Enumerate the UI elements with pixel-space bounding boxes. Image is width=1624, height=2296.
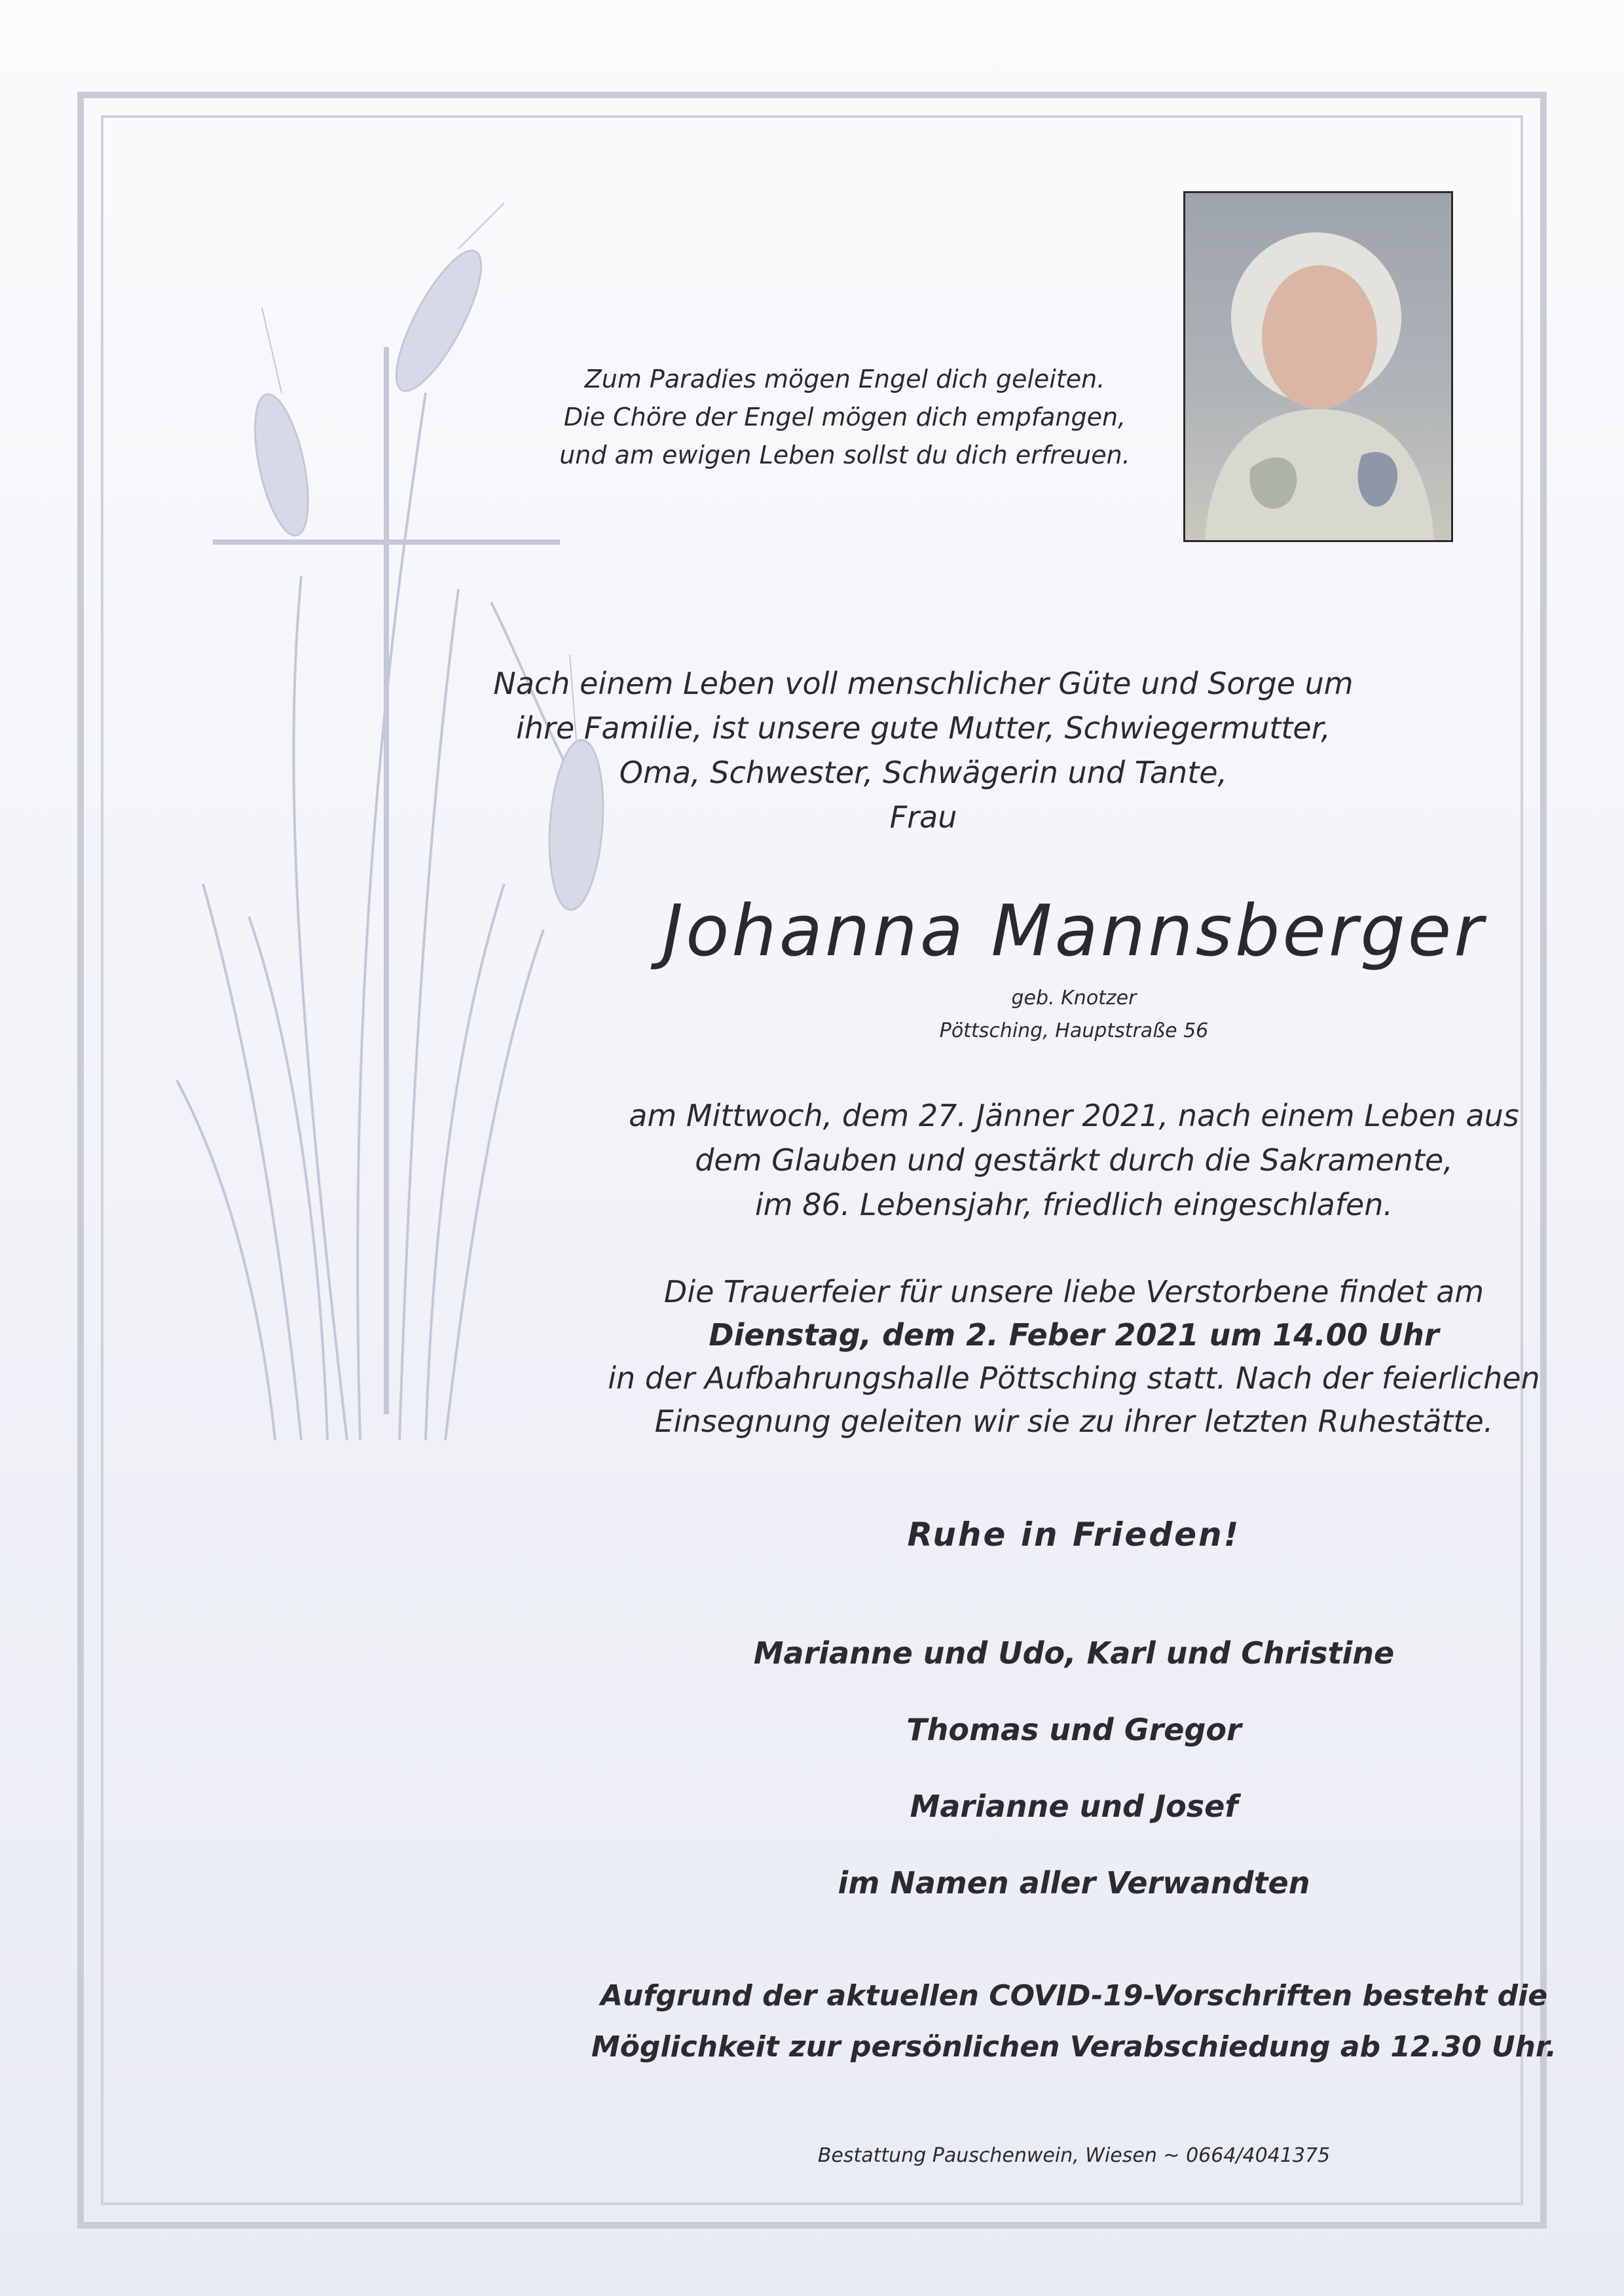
funeral-notice <box>485 1270 1624 1443</box>
family-entry: im Namen aller Verwandten <box>838 1865 1310 1901</box>
deceased-details <box>589 982 1559 1048</box>
portrait-clothing <box>1205 409 1434 540</box>
wheat-head <box>245 390 318 539</box>
verse-line: Zum Paradies mögen Engel dich geleiten. <box>584 365 1105 393</box>
wheat-head <box>381 240 496 401</box>
covid-line: Möglichkeit zur persönlichen Verabschiedung ab 12.30 Uhr. <box>591 2030 1557 2064</box>
verse-line: Die Chöre der Engel mögen dich empfangen, <box>563 403 1126 431</box>
intro-text <box>399 661 1447 839</box>
wheat-awn <box>458 203 504 249</box>
verse <box>550 360 1139 474</box>
funeral-line: Einsegnung geleiten wir sie zu ihrer letzten Ruhestätte. <box>654 1404 1494 1439</box>
wheat-stem <box>249 917 327 1440</box>
intro-line: Nach einem Leben voll menschlicher Güte und Sorge um <box>493 666 1354 701</box>
funeral-date-time: Dienstag, dem 2. Feber 2021 um 14.00 Uhr <box>709 1317 1439 1353</box>
family-entry: Marianne und Josef <box>910 1789 1238 1824</box>
covid-line: Aufgrund der aktuellen COVID-19-Vorschriften besteht die <box>600 1979 1548 2013</box>
wheat-stem <box>203 884 301 1440</box>
death-line: am Mittwoch, dem 27. Jänner 2021, nach einem Leben aus <box>629 1098 1519 1133</box>
wheat-stem <box>358 393 426 1440</box>
death-line: dem Glauben und gestärkt durch die Sakramente, <box>695 1142 1453 1178</box>
closing-phrase: Ruhe in Frieden! <box>907 1516 1241 1554</box>
funeral-line: Die Trauerfeier für unsere liebe Verstorbene findet am <box>663 1274 1485 1309</box>
portrait-face <box>1262 265 1377 409</box>
address: Pöttsching, Hauptstraße 56 <box>939 1019 1209 1042</box>
wheat-awn <box>262 308 282 393</box>
family-list <box>589 1630 1559 1937</box>
deceased-name: Johanna Mannsberger <box>662 890 1486 972</box>
intro-line: ihre Familie, ist unsere gute Mutter, Schwiegermutter, <box>516 710 1331 746</box>
family-entry: Marianne und Udo, Karl und Christine <box>753 1635 1395 1671</box>
intro-line: Frau <box>889 799 957 835</box>
death-notice <box>485 1093 1624 1227</box>
intro-line: Oma, Schwester, Schwägerin und Tante, <box>619 755 1228 790</box>
covid-notice <box>485 1971 1624 2073</box>
funeral-line: in der Aufbahrungshalle Pöttsching statt. Nach der feierlichen <box>608 1360 1540 1396</box>
verse-line: und am ewigen Leben sollst du dich erfreuen. <box>559 441 1130 469</box>
portrait-photo <box>1183 191 1453 542</box>
birth-name: geb. Knotzer <box>1011 987 1137 1010</box>
funeral-home-footer: Bestattung Pauschenwein, Wiesen ~ 0664/4041375 <box>817 2144 1331 2167</box>
death-line: im 86. Lebensjahr, friedlich eingeschlafen. <box>755 1187 1393 1222</box>
family-entry: Thomas und Gregor <box>906 1712 1242 1747</box>
